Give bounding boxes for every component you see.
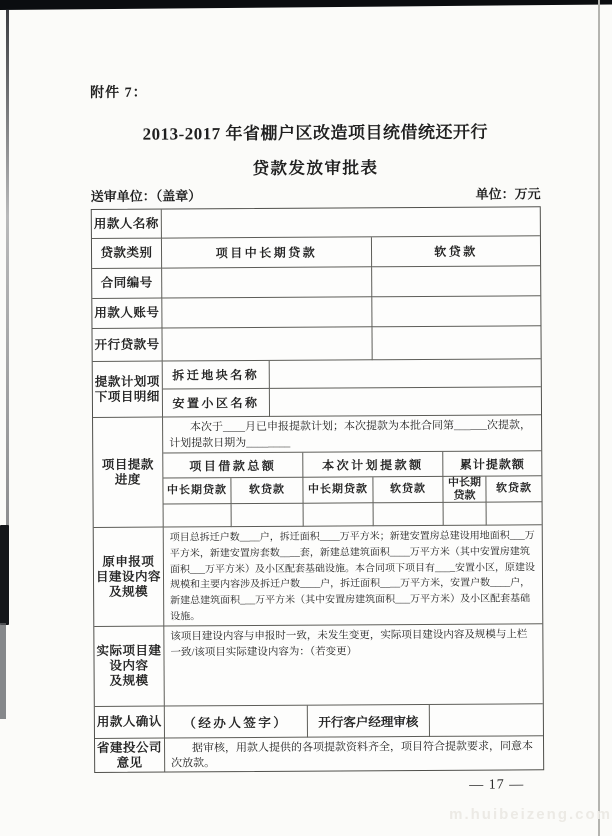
current-soft-header: 软贷款 — [373, 477, 443, 503]
watermark-text: m.huibeizeng.com — [449, 806, 612, 823]
original-content-label: 原申报项 目建设内容 及规模 — [94, 528, 165, 627]
current-plan-header: 本次计划提款额 — [303, 452, 443, 478]
approval-form-table — [91, 206, 544, 773]
demolition-plot-label: 拆迁地块名称 — [163, 361, 270, 390]
account-no-label: 用款人账号 — [92, 299, 162, 329]
contract-no-label: 合同编号 — [92, 269, 162, 299]
document-title-line2: 贷款发放审批表 — [252, 158, 379, 179]
borrower-name-label: 用款人名称 — [92, 210, 162, 239]
document-title-line1: 2013-2017 年省棚户区改造项目统借统还开行 — [142, 122, 489, 144]
scan-artifact-left-blob-lower — [0, 623, 6, 719]
scan-artifact-left-line — [6, 9, 9, 527]
cumulative-soft-header: 软贷款 — [486, 476, 541, 502]
table-row-account-no — [92, 296, 540, 329]
table-row-borrower-confirm — [95, 704, 543, 739]
company-opinion-text: 据审核，用款人提供的各项提款资料齐全，项目符合提款要求，同意本次放款。 — [171, 740, 533, 770]
borrower-confirm-label: 用款人确认 — [95, 707, 165, 739]
cdb-loan-no-soft-cell — [372, 326, 540, 360]
current-mid-long-header: 中长期贷款 — [303, 477, 373, 503]
drawdown-detail-label: 提款计划项 下项目明细 — [93, 362, 163, 418]
progress-label: 项目提款 进度 — [93, 418, 164, 528]
original-content-text: 项目总拆迁户数____户，拆迁面积____万平方米；新建安置房总建设用地面积___万平方米，新建安置房套数____套，新建总建筑面积____万平方米（其中安置房建筑面积___万平方米）及小区配套基础设施。本合同项下项目有____安置小区，原建设规模和主要内容涉及拆迁户数____户，拆迁面积____万平方米，安置户数____户，新建总建筑面积___万平方米（其中安置房建筑面积___万平方米）及小区配套基础设施。 — [164, 525, 543, 626]
total-loan-header: 项目借款总额 — [163, 453, 303, 479]
current-soft-value-cell — [374, 503, 444, 526]
actual-content-label: 实际项目建 设内容 及规模 — [94, 627, 164, 707]
total-mid-long-header: 中长期贷款 — [163, 478, 231, 504]
table-row-original-content — [94, 525, 543, 627]
resettlement-community-value-cell — [270, 387, 541, 417]
table-row-borrower-name — [92, 207, 540, 239]
total-soft-header: 软贷款 — [231, 478, 303, 504]
table-row-actual-content — [94, 624, 542, 707]
cumulative-header: 累计提款额 — [443, 451, 541, 477]
table-row-loan-type — [92, 236, 540, 269]
table-row-cdb-loan-no — [92, 326, 540, 362]
table-row-company-opinion — [95, 736, 543, 772]
contract-no-soft-cell — [372, 266, 540, 297]
cumulative-mid-long-header: 中长期 贷款 — [443, 477, 486, 503]
scan-artifact-right-edge — [598, 0, 600, 836]
unit-row — [91, 186, 541, 205]
actual-content-text: 该项目建设内容与申报时一致，未发生变更，实际项目建设内容及规模与上栏一致/该项目实际建设内容为：（若变更） — [164, 624, 542, 706]
handler-signature-cell: （经办人签字） — [165, 706, 308, 739]
account-no-soft-cell — [372, 296, 540, 327]
resettlement-community-label: 安置小区名称 — [163, 389, 270, 418]
account-no-mid-long-cell — [162, 297, 372, 328]
borrower-name-value-cell — [162, 207, 540, 238]
cumulative-mid-long-value-cell — [444, 503, 487, 526]
drawdown-detail-subrows — [163, 359, 541, 417]
page-number: — 17 — — [469, 777, 525, 793]
loan-type-soft-cell: 软贷款 — [372, 236, 540, 267]
attachment-label: 附件 7： — [90, 85, 148, 101]
submit-unit-label: 送审单位：（盖章） — [90, 188, 202, 204]
loan-type-label: 贷款类别 — [92, 239, 162, 269]
current-mid-long-value-cell — [304, 503, 374, 526]
currency-unit-label: 单位：万元 — [475, 186, 541, 202]
cdb-loan-no-label: 开行贷款号 — [92, 329, 162, 362]
progress-subrows — [163, 415, 542, 527]
total-soft-value-cell — [232, 504, 304, 527]
document-page — [90, 82, 544, 796]
cdb-manager-review-value-cell — [430, 704, 543, 737]
loan-type-mid-long-cell: 项目中长期贷款 — [162, 237, 372, 268]
total-mid-long-value-cell — [164, 504, 232, 527]
table-row-contract-no — [92, 266, 540, 299]
cdb-loan-no-mid-long-cell — [162, 327, 372, 361]
table-row-progress — [93, 415, 542, 528]
cumulative-soft-value-cell — [487, 502, 542, 525]
contract-no-mid-long-cell — [162, 267, 372, 298]
table-row-drawdown-detail — [93, 359, 541, 418]
scan-artifact-top-bar — [0, 0, 612, 10]
progress-note: 本次于____月已申报提款计划；本次提款为本批合同第______次提款，计划提款日期为________ — [163, 415, 541, 453]
demolition-plot-value-cell — [270, 359, 541, 389]
company-opinion-label: 省建投公司 意见 — [95, 739, 165, 772]
scan-artifact-left-blob — [0, 525, 9, 625]
cdb-manager-review-label: 开行客户经理审核 — [308, 705, 430, 738]
